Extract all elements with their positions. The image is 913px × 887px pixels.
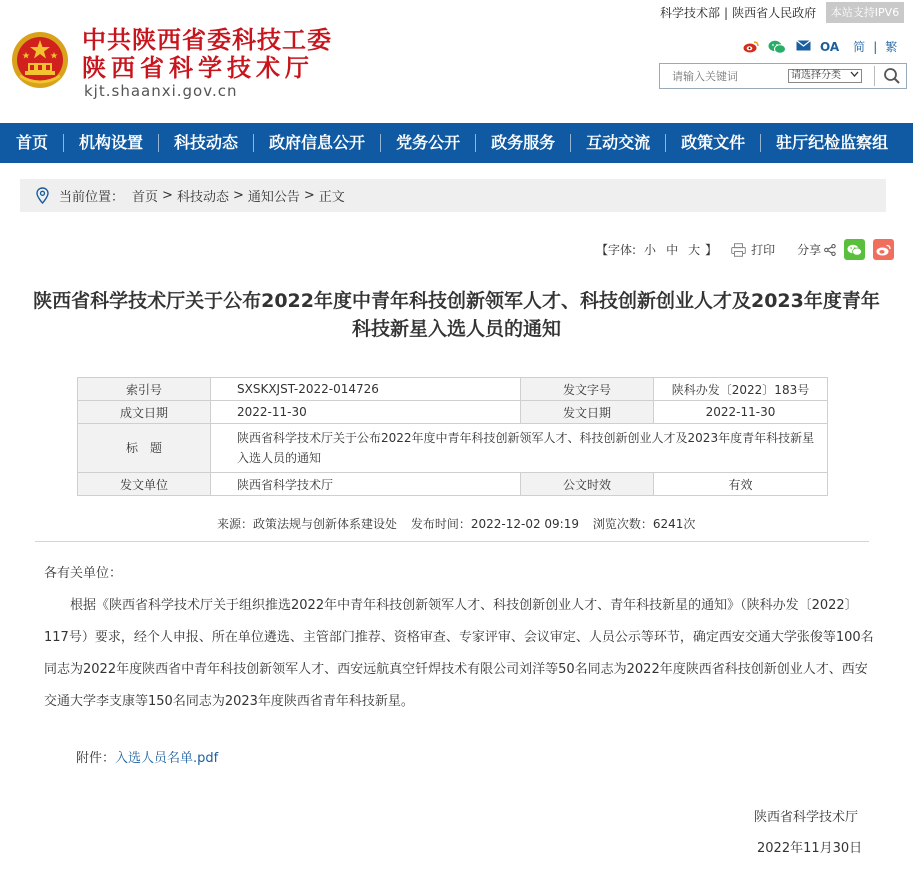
subject-label: 标 题 <box>78 424 211 473</box>
divider <box>35 541 869 542</box>
font-size-label-close: 】 <box>705 243 718 257</box>
wechat-icon[interactable] <box>768 40 786 54</box>
breadcrumb-separator: > <box>232 188 244 203</box>
printer-icon <box>731 243 746 257</box>
weibo-icon[interactable] <box>742 40 760 54</box>
search-category-label: 请选择分类 <box>791 70 841 81</box>
chevron-down-icon <box>850 70 859 82</box>
nav-interaction[interactable]: 互动交流 <box>586 133 651 152</box>
nav-home[interactable]: 首页 <box>16 133 49 152</box>
nav-party-affairs[interactable]: 党务公开 <box>396 133 461 152</box>
salutation: 各有关单位： <box>44 566 123 581</box>
body-paragraph: 根据《陕西省科学技术厅关于组织推选2022年中青年科技创新领军人才、科技创新创业人才、青年科技新星的通知》（陕科办发〔2022〕117号）要求，经个人申报、所在单位遴选、主管部门推荐、资格审查、专家评审、会议审定、人员公示等环节，确定西安交通大学张俊等100名同志为2022年度陕西省中青年科技创新领军人才、西安远航真空钎焊技术有限公司刘洋等50名同志为2022年度陕西省科技创新创业人才、西安交通大学李支康等150名同志为2023年度陕西省青年科技新星。 <box>44 598 874 709</box>
weibo-icon <box>876 244 891 256</box>
search-icon <box>883 67 901 85</box>
share-wechat-button[interactable] <box>844 239 865 260</box>
attachment-link[interactable]: 入选人员名单.pdf <box>115 751 219 766</box>
created-date-value: 2022-11-30 <box>211 401 521 424</box>
issued-date-value: 2022-11-30 <box>654 401 828 424</box>
article-views: 浏览次数：6241次 <box>592 517 696 531</box>
toplink-shaanxi-gov[interactable]: 陕西省人民政府 <box>732 6 817 20</box>
print-button[interactable] <box>731 241 775 258</box>
font-small-button[interactable]: 小 <box>644 243 657 257</box>
site-title: 中共陕西省委科技工委 <box>82 26 332 54</box>
location-pin-icon <box>36 187 49 204</box>
created-date-label: 成文日期 <box>78 401 211 424</box>
search-input[interactable] <box>660 70 788 83</box>
attachment-label: 附件： <box>76 751 116 766</box>
nav-discipline[interactable]: 驻厅纪检监察组 <box>776 133 889 152</box>
subject-value: 陕西省科学技术厅关于公布2022年度中青年科技创新领军人才、科技创新创业人才及2023年度青年科技新星入选人员的通知 <box>211 424 828 473</box>
national-emblem-icon[interactable] <box>10 30 70 90</box>
article-body <box>44 558 874 718</box>
lang-simplified[interactable]: 简 <box>853 40 866 54</box>
font-size-label-open: 【字体: <box>596 243 637 257</box>
breadcrumb-news[interactable]: 科技动态 <box>176 190 229 205</box>
issuer-label: 发文单位 <box>78 473 211 496</box>
document-info-table <box>77 377 828 496</box>
nav-news[interactable]: 科技动态 <box>174 133 239 152</box>
doc-no-label: 发文字号 <box>521 378 654 401</box>
attachment <box>76 747 218 766</box>
table-row <box>78 401 828 424</box>
breadcrumb <box>20 179 886 212</box>
lang-traditional[interactable]: 繁 <box>885 40 898 54</box>
mail-icon[interactable] <box>794 40 812 54</box>
wechat-icon <box>847 244 862 256</box>
search-button[interactable] <box>879 64 905 88</box>
search-box <box>659 63 907 89</box>
search-divider <box>874 66 875 86</box>
top-links <box>660 4 816 21</box>
lang-separator: | <box>873 39 878 54</box>
article-source: 来源：政策法规与创新体系建设处 <box>217 517 398 531</box>
main-nav <box>0 123 913 163</box>
nav-gov-info[interactable]: 政府信息公开 <box>269 133 366 152</box>
print-label: 打印 <box>751 243 776 257</box>
article-tools <box>596 239 894 260</box>
share-label: 分享 <box>797 243 822 257</box>
font-large-button[interactable]: 大 <box>688 243 701 257</box>
index-value: SXSKXJST-2022-014726 <box>211 378 521 401</box>
validity-label: 公文时效 <box>521 473 654 496</box>
breadcrumb-separator: > <box>303 188 315 203</box>
share-icon[interactable] <box>824 244 836 256</box>
nav-organization[interactable]: 机构设置 <box>79 133 144 152</box>
site-domain: kjt.shaanxi.gov.cn <box>84 82 238 100</box>
article-title: 陕西省科学技术厅关于公布2022年度中青年科技创新领军人才、科技创新创业人才及2023年度青年科技新星入选人员的通知 <box>33 290 880 340</box>
breadcrumb-label: 当前位置： <box>59 190 125 205</box>
ipv6-badge: 本站支持IPV6 <box>826 2 904 23</box>
article-meta <box>217 515 705 532</box>
nav-policy[interactable]: 政策文件 <box>681 133 746 152</box>
toplink-most[interactable]: 科学技术部 <box>660 6 721 20</box>
index-label: 索引号 <box>78 378 211 401</box>
oa-link[interactable]: OA <box>820 39 840 54</box>
validity-value: 有效 <box>654 473 828 496</box>
issued-date-label: 发文日期 <box>521 401 654 424</box>
breadcrumb-home[interactable]: 首页 <box>132 190 159 205</box>
toplink-separator: | <box>724 6 729 20</box>
issuer-value: 陕西省科学技术厅 <box>211 473 521 496</box>
table-row <box>78 378 828 401</box>
header-icons <box>742 38 897 55</box>
share-group <box>797 239 894 260</box>
table-row <box>78 473 828 496</box>
signature: 陕西省科学技术厅 <box>754 810 859 825</box>
nav-gov-services[interactable]: 政务服务 <box>491 133 556 152</box>
font-medium-button[interactable]: 中 <box>666 243 679 257</box>
site-subtitle: 陕西省科学技术厅 <box>82 54 314 82</box>
article-published: 发布时间：2022-12-02 09:19 <box>410 517 579 531</box>
breadcrumb-current: 正文 <box>318 190 345 205</box>
signature-date: 2022年11月30日 <box>757 841 863 856</box>
share-weibo-button[interactable] <box>873 239 894 260</box>
table-row <box>78 424 828 473</box>
site-header <box>0 0 913 123</box>
doc-no-value: 陕科办发〔2022〕183号 <box>654 378 828 401</box>
breadcrumb-notices[interactable]: 通知公告 <box>247 190 300 205</box>
search-category-select[interactable] <box>788 69 862 83</box>
breadcrumb-separator: > <box>162 188 173 203</box>
